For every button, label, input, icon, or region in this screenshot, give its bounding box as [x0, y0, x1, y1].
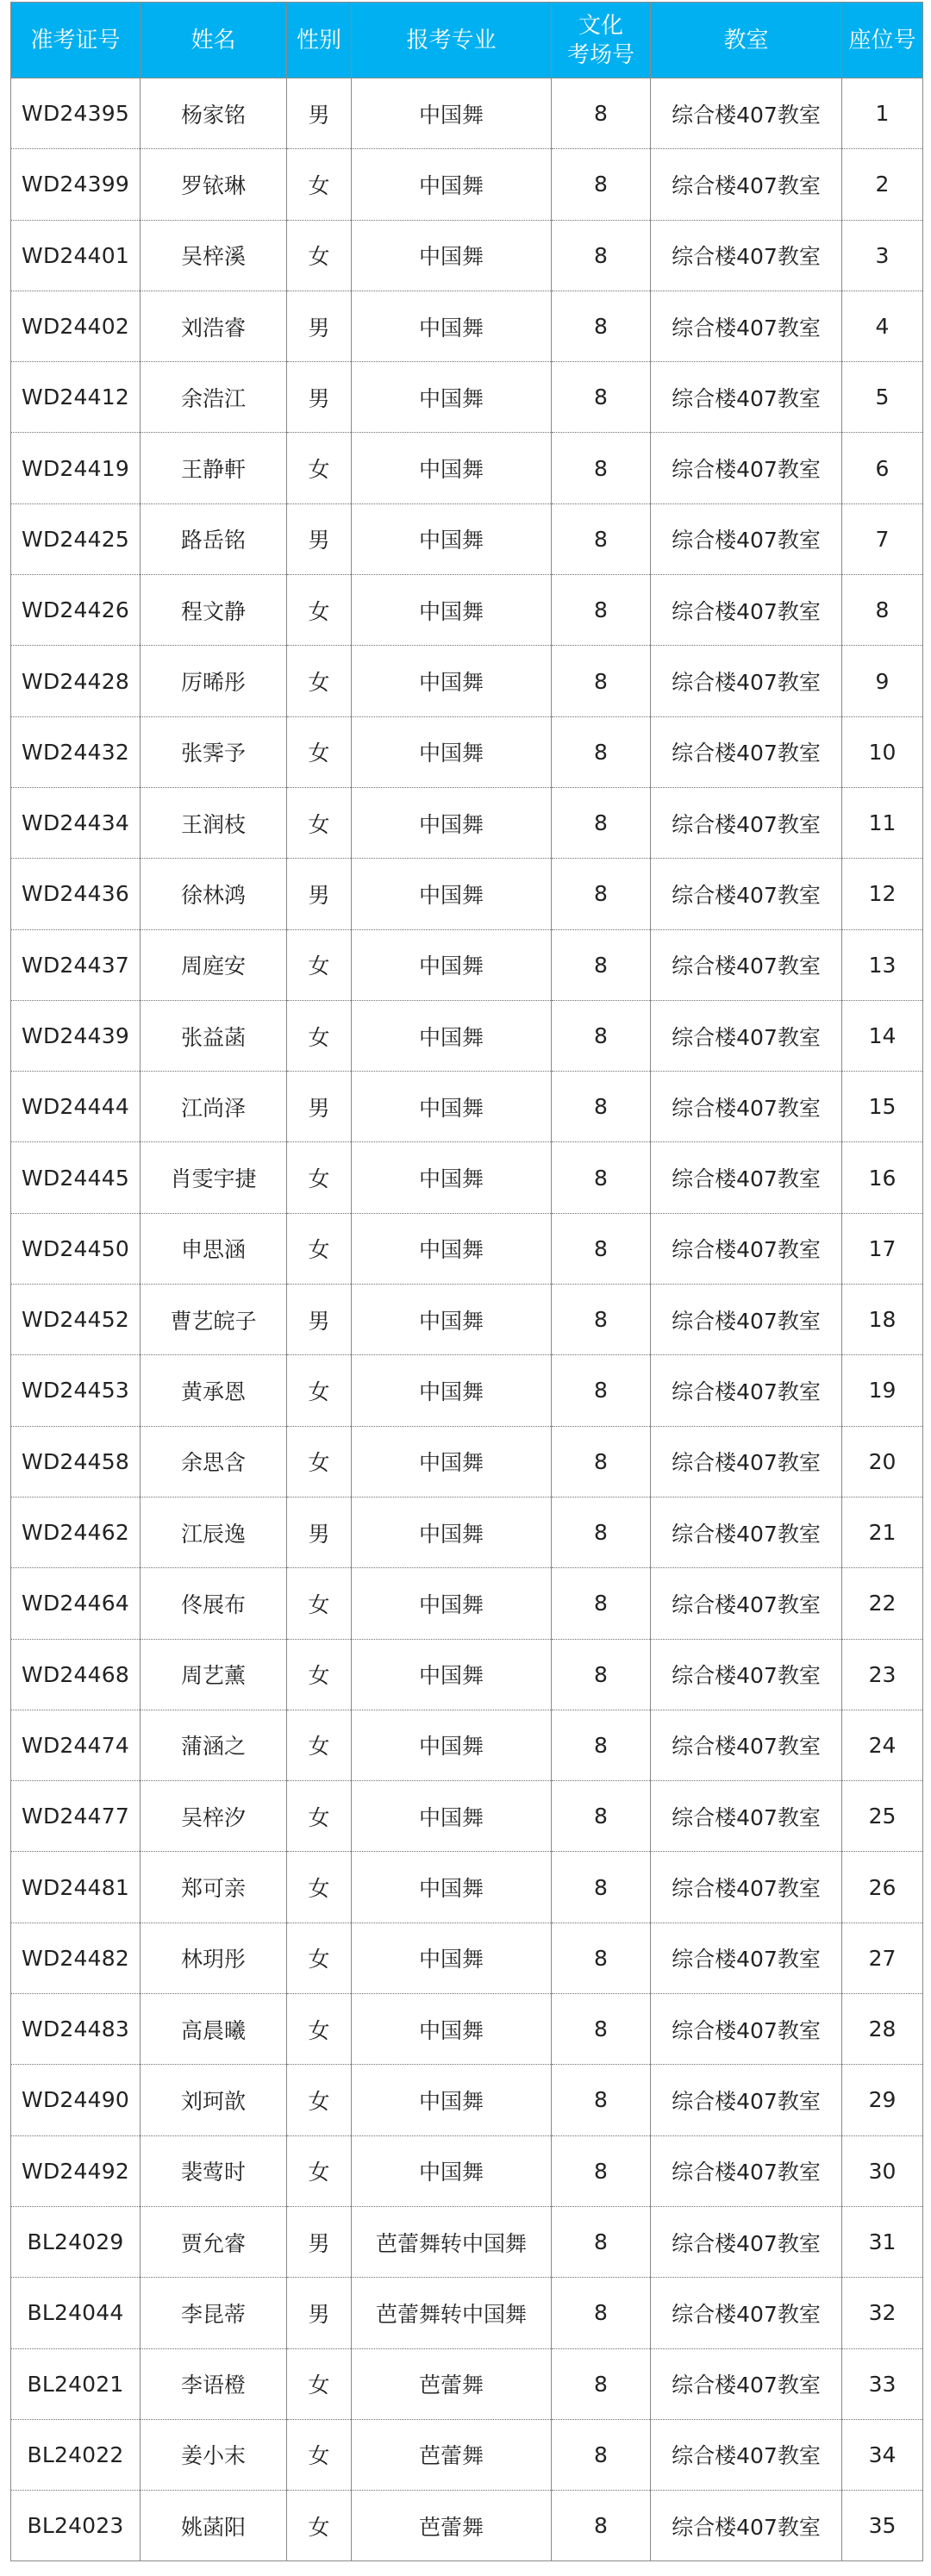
cell-seat: 19	[842, 1355, 923, 1426]
cell-classroom: 综合楼407教室	[651, 2348, 842, 2419]
cell-classroom: 综合楼407教室	[651, 859, 842, 929]
cell-major: 中国舞	[352, 1710, 552, 1780]
cell-gender: 女	[287, 1142, 352, 1213]
cell-major: 中国舞	[352, 575, 552, 646]
cell-classroom: 综合楼407教室	[651, 1000, 842, 1071]
cell-gender: 女	[287, 2419, 352, 2490]
cell-seat: 1	[842, 78, 923, 149]
table-row	[11, 1000, 923, 1071]
cell-seat: 31	[842, 2206, 923, 2277]
cell-seat: 32	[842, 2278, 923, 2348]
cell-admission-id: WD24458	[11, 1426, 141, 1497]
cell-major: 中国舞	[352, 929, 552, 1000]
cell-major: 中国舞	[352, 1285, 552, 1355]
cell-seat: 24	[842, 1710, 923, 1780]
table-row	[11, 2206, 923, 2277]
cell-gender: 男	[287, 2278, 352, 2348]
table-row	[11, 1355, 923, 1426]
table-row	[11, 503, 923, 574]
cell-name: 黄承恩	[141, 1355, 287, 1426]
cell-gender: 女	[287, 2491, 352, 2561]
cell-admission-id: BL24022	[11, 2419, 141, 2490]
cell-exam-room: 8	[552, 2065, 651, 2135]
cell-name: 李语橙	[141, 2348, 287, 2419]
table-row	[11, 787, 923, 858]
cell-seat: 5	[842, 362, 923, 433]
cell-admission-id: WD24436	[11, 859, 141, 929]
cell-classroom: 综合楼407教室	[651, 1142, 842, 1213]
cell-exam-room: 8	[552, 433, 651, 503]
cell-gender: 男	[287, 2206, 352, 2277]
cell-major: 芭蕾舞	[352, 2491, 552, 2561]
cell-seat: 18	[842, 1285, 923, 1355]
cell-major: 中国舞	[352, 1923, 552, 1993]
cell-admission-id: WD24464	[11, 1568, 141, 1639]
cell-seat: 9	[842, 646, 923, 716]
table-row	[11, 78, 923, 149]
table-row	[11, 2491, 923, 2561]
cell-classroom: 综合楼407教室	[651, 503, 842, 574]
cell-gender: 男	[287, 78, 352, 149]
table-row	[11, 220, 923, 291]
cell-gender: 女	[287, 1000, 352, 1071]
cell-seat: 16	[842, 1142, 923, 1213]
cell-exam-room: 8	[552, 716, 651, 787]
cell-major: 中国舞	[352, 1568, 552, 1639]
cell-gender: 男	[287, 362, 352, 433]
cell-name: 裴莺时	[141, 2135, 287, 2206]
table-row	[11, 291, 923, 361]
cell-major: 中国舞	[352, 1497, 552, 1567]
cell-exam-room: 8	[552, 1285, 651, 1355]
cell-gender: 女	[287, 1923, 352, 1993]
header-exam-room	[552, 3, 651, 78]
cell-seat: 17	[842, 1213, 923, 1284]
cell-exam-room: 8	[552, 1000, 651, 1071]
cell-major: 中国舞	[352, 1994, 552, 2065]
cell-classroom: 综合楼407教室	[651, 1497, 842, 1567]
cell-name: 周艺薰	[141, 1639, 287, 1710]
cell-exam-room: 8	[552, 149, 651, 220]
cell-exam-room: 8	[552, 2348, 651, 2419]
cell-exam-room: 8	[552, 2491, 651, 2561]
cell-name: 余思含	[141, 1426, 287, 1497]
cell-name: 曹艺皖子	[141, 1285, 287, 1355]
table-row	[11, 1142, 923, 1213]
cell-classroom: 综合楼407教室	[651, 716, 842, 787]
cell-exam-room: 8	[552, 1852, 651, 1923]
cell-classroom: 综合楼407教室	[651, 2065, 842, 2135]
cell-name: 罗铱琳	[141, 149, 287, 220]
cell-major: 芭蕾舞	[352, 2419, 552, 2490]
cell-name: 徐林鸿	[141, 859, 287, 929]
header-admission-id: 准考证号	[11, 3, 141, 78]
cell-gender: 女	[287, 716, 352, 787]
cell-seat: 10	[842, 716, 923, 787]
cell-name: 申思涵	[141, 1213, 287, 1284]
cell-gender: 男	[287, 291, 352, 361]
cell-gender: 女	[287, 1710, 352, 1780]
cell-major: 中国舞	[352, 1213, 552, 1284]
table-row	[11, 1072, 923, 1142]
cell-classroom: 综合楼407教室	[651, 149, 842, 220]
header-exam-room-line1: 文化	[578, 12, 623, 39]
table-row	[11, 1568, 923, 1639]
cell-admission-id: WD24474	[11, 1710, 141, 1780]
table-row	[11, 716, 923, 787]
cell-seat: 21	[842, 1497, 923, 1567]
cell-admission-id: WD24439	[11, 1000, 141, 1071]
cell-exam-room: 8	[552, 362, 651, 433]
cell-exam-room: 8	[552, 2278, 651, 2348]
cell-classroom: 综合楼407教室	[651, 220, 842, 291]
header-seat: 座位号	[842, 3, 923, 78]
cell-seat: 30	[842, 2135, 923, 2206]
cell-exam-room: 8	[552, 929, 651, 1000]
cell-name: 吴梓汐	[141, 1781, 287, 1852]
cell-name: 路岳铭	[141, 503, 287, 574]
cell-gender: 女	[287, 2065, 352, 2135]
cell-admission-id: WD24419	[11, 433, 141, 503]
cell-admission-id: WD24477	[11, 1781, 141, 1852]
cell-name: 佟展布	[141, 1568, 287, 1639]
cell-major: 中国舞	[352, 1639, 552, 1710]
cell-major: 中国舞	[352, 2065, 552, 2135]
cell-classroom: 综合楼407教室	[651, 575, 842, 646]
cell-exam-room: 8	[552, 1142, 651, 1213]
table-row	[11, 1426, 923, 1497]
cell-admission-id: WD24432	[11, 716, 141, 787]
cell-gender: 女	[287, 575, 352, 646]
cell-gender: 女	[287, 929, 352, 1000]
cell-major: 中国舞	[352, 433, 552, 503]
cell-admission-id: WD24453	[11, 1355, 141, 1426]
cell-name: 张霁予	[141, 716, 287, 787]
cell-classroom: 综合楼407教室	[651, 362, 842, 433]
table-row	[11, 1781, 923, 1852]
table-body	[11, 78, 923, 2561]
cell-classroom: 综合楼407教室	[651, 1781, 842, 1852]
cell-seat: 15	[842, 1072, 923, 1142]
cell-seat: 12	[842, 859, 923, 929]
cell-exam-room: 8	[552, 1568, 651, 1639]
cell-seat: 20	[842, 1426, 923, 1497]
table-row	[11, 1852, 923, 1923]
exam-seating-sheet	[10, 2, 922, 2561]
cell-admission-id: WD24437	[11, 929, 141, 1000]
cell-seat: 33	[842, 2348, 923, 2419]
cell-classroom: 综合楼407教室	[651, 1994, 842, 2065]
cell-gender: 女	[287, 1426, 352, 1497]
cell-seat: 6	[842, 433, 923, 503]
table-row	[11, 2135, 923, 2206]
cell-admission-id: BL24021	[11, 2348, 141, 2419]
cell-major: 中国舞	[352, 1781, 552, 1852]
cell-gender: 女	[287, 1213, 352, 1284]
cell-exam-room: 8	[552, 1781, 651, 1852]
cell-name: 程文静	[141, 575, 287, 646]
cell-name: 张益菡	[141, 1000, 287, 1071]
cell-name: 刘浩睿	[141, 291, 287, 361]
cell-admission-id: WD24490	[11, 2065, 141, 2135]
table-row	[11, 929, 923, 1000]
table-row	[11, 1994, 923, 2065]
cell-classroom: 综合楼407教室	[651, 1710, 842, 1780]
cell-name: 蒲涵之	[141, 1710, 287, 1780]
cell-major: 中国舞	[352, 78, 552, 149]
cell-name: 林玥彤	[141, 1923, 287, 1993]
cell-gender: 女	[287, 1852, 352, 1923]
cell-gender: 女	[287, 220, 352, 291]
cell-major: 中国舞	[352, 220, 552, 291]
cell-gender: 女	[287, 1781, 352, 1852]
cell-classroom: 综合楼407教室	[651, 433, 842, 503]
cell-exam-room: 8	[552, 646, 651, 716]
cell-admission-id: WD24483	[11, 1994, 141, 2065]
cell-gender: 女	[287, 787, 352, 858]
cell-major: 中国舞	[352, 291, 552, 361]
cell-classroom: 综合楼407教室	[651, 929, 842, 1000]
cell-seat: 8	[842, 575, 923, 646]
cell-major: 中国舞	[352, 2135, 552, 2206]
cell-major: 芭蕾舞	[352, 2348, 552, 2419]
cell-gender: 男	[287, 503, 352, 574]
cell-exam-room: 8	[552, 2206, 651, 2277]
cell-classroom: 综合楼407教室	[651, 1852, 842, 1923]
cell-name: 周庭安	[141, 929, 287, 1000]
table-row	[11, 2065, 923, 2135]
cell-exam-room: 8	[552, 503, 651, 574]
cell-admission-id: WD24482	[11, 1923, 141, 1993]
header-major: 报考专业	[352, 3, 552, 78]
cell-admission-id: WD24452	[11, 1285, 141, 1355]
cell-name: 李昆蒂	[141, 2278, 287, 2348]
cell-seat: 3	[842, 220, 923, 291]
cell-gender: 女	[287, 433, 352, 503]
cell-major: 中国舞	[352, 1072, 552, 1142]
cell-admission-id: WD24445	[11, 1142, 141, 1213]
cell-classroom: 综合楼407教室	[651, 1355, 842, 1426]
table-row	[11, 1639, 923, 1710]
cell-name: 王静軒	[141, 433, 287, 503]
cell-gender: 男	[287, 859, 352, 929]
seating-table	[10, 2, 923, 2561]
cell-seat: 28	[842, 1994, 923, 2065]
header-exam-room-line2: 考场号	[566, 41, 634, 68]
cell-seat: 11	[842, 787, 923, 858]
table-row	[11, 2419, 923, 2490]
cell-exam-room: 8	[552, 1426, 651, 1497]
cell-classroom: 综合楼407教室	[651, 291, 842, 361]
cell-exam-room: 8	[552, 78, 651, 149]
cell-admission-id: WD24428	[11, 646, 141, 716]
cell-name: 肖雯宇捷	[141, 1142, 287, 1213]
cell-exam-room: 8	[552, 220, 651, 291]
cell-admission-id: WD24412	[11, 362, 141, 433]
cell-admission-id: WD24444	[11, 1072, 141, 1142]
cell-classroom: 综合楼407教室	[651, 787, 842, 858]
header-classroom: 教室	[651, 3, 842, 78]
cell-seat: 14	[842, 1000, 923, 1071]
cell-admission-id: WD24402	[11, 291, 141, 361]
cell-name: 贾允睿	[141, 2206, 287, 2277]
cell-gender: 男	[287, 1497, 352, 1567]
cell-name: 高晨曦	[141, 1994, 287, 2065]
cell-gender: 女	[287, 2135, 352, 2206]
cell-seat: 2	[842, 149, 923, 220]
cell-exam-room: 8	[552, 1213, 651, 1284]
cell-admission-id: WD24450	[11, 1213, 141, 1284]
cell-classroom: 综合楼407教室	[651, 646, 842, 716]
cell-admission-id: WD24462	[11, 1497, 141, 1567]
table-row	[11, 2348, 923, 2419]
cell-classroom: 综合楼407教室	[651, 1639, 842, 1710]
cell-classroom: 综合楼407教室	[651, 2135, 842, 2206]
cell-name: 郑可亲	[141, 1852, 287, 1923]
cell-exam-room: 8	[552, 2135, 651, 2206]
cell-seat: 7	[842, 503, 923, 574]
cell-seat: 25	[842, 1781, 923, 1852]
cell-exam-room: 8	[552, 1923, 651, 1993]
cell-gender: 女	[287, 2348, 352, 2419]
cell-name: 姜小末	[141, 2419, 287, 2490]
cell-classroom: 综合楼407教室	[651, 2278, 842, 2348]
cell-exam-room: 8	[552, 1710, 651, 1780]
cell-seat: 23	[842, 1639, 923, 1710]
table-row	[11, 646, 923, 716]
cell-gender: 男	[287, 1285, 352, 1355]
cell-gender: 女	[287, 1355, 352, 1426]
cell-name: 王润枝	[141, 787, 287, 858]
table-row	[11, 1923, 923, 1993]
cell-exam-room: 8	[552, 1072, 651, 1142]
cell-admission-id: BL24044	[11, 2278, 141, 2348]
cell-classroom: 综合楼407教室	[651, 2491, 842, 2561]
cell-gender: 男	[287, 1072, 352, 1142]
cell-major: 中国舞	[352, 149, 552, 220]
cell-exam-room: 8	[552, 1355, 651, 1426]
cell-exam-room: 8	[552, 1994, 651, 2065]
cell-classroom: 综合楼407教室	[651, 1568, 842, 1639]
cell-classroom: 综合楼407教室	[651, 1426, 842, 1497]
cell-classroom: 综合楼407教室	[651, 2206, 842, 2277]
cell-admission-id: WD24401	[11, 220, 141, 291]
table-row	[11, 362, 923, 433]
cell-name: 姚菡阳	[141, 2491, 287, 2561]
cell-seat: 22	[842, 1568, 923, 1639]
cell-admission-id: WD24492	[11, 2135, 141, 2206]
cell-admission-id: WD24481	[11, 1852, 141, 1923]
cell-exam-room: 8	[552, 1639, 651, 1710]
cell-classroom: 综合楼407教室	[651, 1072, 842, 1142]
cell-name: 刘珂歆	[141, 2065, 287, 2135]
cell-major: 中国舞	[352, 1142, 552, 1213]
cell-name: 余浩江	[141, 362, 287, 433]
header-row	[11, 3, 923, 78]
cell-major: 中国舞	[352, 716, 552, 787]
cell-admission-id: WD24426	[11, 575, 141, 646]
cell-major: 中国舞	[352, 646, 552, 716]
cell-classroom: 综合楼407教室	[651, 78, 842, 149]
cell-seat: 27	[842, 1923, 923, 1993]
cell-exam-room: 8	[552, 575, 651, 646]
table-row	[11, 2278, 923, 2348]
table-row	[11, 149, 923, 220]
cell-seat: 35	[842, 2491, 923, 2561]
cell-major: 中国舞	[352, 787, 552, 858]
cell-major: 中国舞	[352, 859, 552, 929]
cell-name: 杨家铭	[141, 78, 287, 149]
cell-name: 厉晞彤	[141, 646, 287, 716]
cell-seat: 4	[842, 291, 923, 361]
cell-admission-id: WD24395	[11, 78, 141, 149]
cell-gender: 女	[287, 1639, 352, 1710]
table-header	[11, 3, 923, 78]
cell-admission-id: WD24425	[11, 503, 141, 574]
cell-seat: 29	[842, 2065, 923, 2135]
cell-gender: 女	[287, 149, 352, 220]
cell-exam-room: 8	[552, 291, 651, 361]
cell-classroom: 综合楼407教室	[651, 2419, 842, 2490]
cell-exam-room: 8	[552, 2419, 651, 2490]
header-name: 姓名	[141, 3, 287, 78]
cell-major: 中国舞	[352, 1000, 552, 1071]
cell-admission-id: WD24468	[11, 1639, 141, 1710]
table-row	[11, 1710, 923, 1780]
cell-major: 中国舞	[352, 1852, 552, 1923]
cell-name: 吴梓溪	[141, 220, 287, 291]
cell-major: 中国舞	[352, 1426, 552, 1497]
cell-name: 江辰逸	[141, 1497, 287, 1567]
header-gender: 性别	[287, 3, 352, 78]
cell-name: 江尚泽	[141, 1072, 287, 1142]
cell-classroom: 综合楼407教室	[651, 1285, 842, 1355]
cell-exam-room: 8	[552, 859, 651, 929]
cell-classroom: 综合楼407教室	[651, 1213, 842, 1284]
table-row	[11, 433, 923, 503]
table-row	[11, 575, 923, 646]
table-row	[11, 1497, 923, 1567]
cell-admission-id: WD24399	[11, 149, 141, 220]
cell-seat: 13	[842, 929, 923, 1000]
cell-admission-id: BL24029	[11, 2206, 141, 2277]
table-row	[11, 1285, 923, 1355]
cell-major: 芭蕾舞转中国舞	[352, 2278, 552, 2348]
cell-exam-room: 8	[552, 787, 651, 858]
cell-classroom: 综合楼407教室	[651, 1923, 842, 1993]
table-row	[11, 859, 923, 929]
cell-gender: 女	[287, 646, 352, 716]
cell-admission-id: BL24023	[11, 2491, 141, 2561]
cell-seat: 26	[842, 1852, 923, 1923]
cell-seat: 34	[842, 2419, 923, 2490]
cell-admission-id: WD24434	[11, 787, 141, 858]
table-row	[11, 1213, 923, 1284]
cell-major: 中国舞	[352, 362, 552, 433]
cell-gender: 女	[287, 1994, 352, 2065]
cell-gender: 女	[287, 1568, 352, 1639]
cell-major: 中国舞	[352, 1355, 552, 1426]
cell-major: 芭蕾舞转中国舞	[352, 2206, 552, 2277]
cell-exam-room: 8	[552, 1497, 651, 1567]
cell-major: 中国舞	[352, 503, 552, 574]
